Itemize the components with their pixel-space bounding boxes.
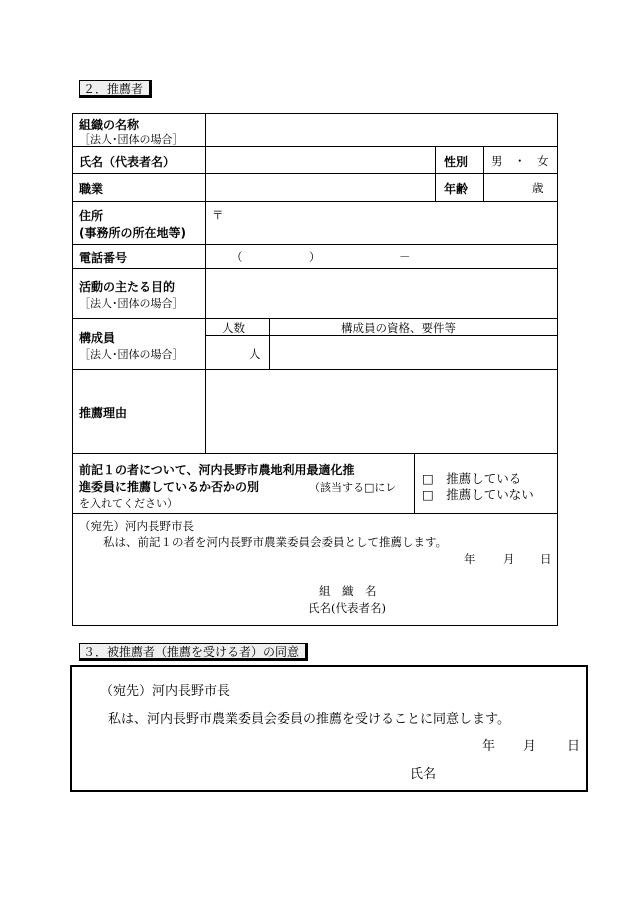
consent-date-day: 日 [567,739,581,754]
statement-2: 私は、前記１の者を河内長野市農業委員会委員として推薦します。 [103,535,448,549]
org-name-note: ［法人･団体の場合］ [79,133,184,146]
consent-box [70,665,588,792]
age-label: 年齢 [444,182,469,196]
row-recommend-question [73,454,557,514]
consent-name-label: 氏名 [410,767,437,782]
phone-close-paren: ） [309,250,321,264]
address-note: (事務所の所在地等) [79,226,186,240]
phone-field[interactable] [206,245,558,268]
purpose-label: 活動の主たる目的 [79,280,176,294]
gender-label: 性別 [444,155,469,169]
consent-date-month: 月 [523,739,537,754]
row-address [73,202,557,245]
date-day-2: 日 [540,552,552,566]
row-members [73,319,557,370]
phone-dash: － [399,250,411,264]
name-label: 氏名（代表者名） [79,155,176,169]
row-statement [73,514,557,627]
recommender-form-table [72,113,558,626]
consent-addressee: （宛先）河内長野市長 [100,684,231,699]
occupation-label: 職業 [79,182,104,196]
reason-label: 推薦理由 [79,406,128,420]
occupation-field[interactable] [206,174,434,201]
postal-mark: 〒 [212,208,224,222]
members-label: 構成員 [79,331,116,345]
members-note: ［法人･団体の場合］ [79,348,184,361]
name-field[interactable] [206,147,434,173]
rep-sign-label: 氏名(代表者名) [308,601,386,615]
question-line1: 前記１の者について、河内長野市農地利用最適化推 [79,463,355,477]
question-line2: 進委員に推薦しているか否かの別 [79,480,260,494]
members-count-field[interactable] [206,336,246,370]
question-note2: を入れてください） [79,497,178,510]
age-unit: 歳 [532,181,544,195]
consent-date-year: 年 [482,739,496,754]
consent-name-field[interactable] [440,759,580,783]
date-year-2: 年 [464,552,476,566]
members-qual-field[interactable] [270,336,558,370]
option-recommending[interactable]: □ 推薦している [422,471,522,486]
members-qual-header: 構成員の資格、要件等 [341,321,456,335]
gender-options[interactable]: 男 ・ 女 [491,154,549,168]
reason-field[interactable] [206,370,558,453]
row-reason [73,370,557,454]
section2-heading: ２．推薦者 [79,80,152,98]
row-occupation [73,174,557,202]
members-count-header: 人数 [222,321,245,335]
addressee-2: （宛先）河内長野市長 [79,519,194,533]
consent-statement: 私は、河内長野市農業委員会委員の推薦を受けることに同意します。 [108,712,510,727]
row-purpose [73,269,557,319]
row-org-name [73,114,557,147]
org-name-label: 組織の名称 [79,118,140,132]
row-name [73,147,557,174]
org-sign-label: 組 織 名 [319,584,377,598]
members-count-unit: 人 [249,347,261,361]
question-note1: （該当する□にレ [309,481,397,494]
section3-heading: ３．被推薦者（推薦を受ける者）の同意 [79,643,308,661]
org-name-field[interactable] [206,114,558,146]
phone-label: 電話番号 [79,251,128,265]
address-field[interactable] [223,202,558,244]
purpose-field[interactable] [206,269,558,318]
date-month-2: 月 [503,552,515,566]
option-not-recommending[interactable]: □ 推薦していない [422,487,534,502]
purpose-note: ［法人･団体の場合］ [79,297,184,310]
row-phone [73,245,557,269]
phone-open-paren: （ [231,250,243,264]
address-label: 住所 [79,209,104,223]
